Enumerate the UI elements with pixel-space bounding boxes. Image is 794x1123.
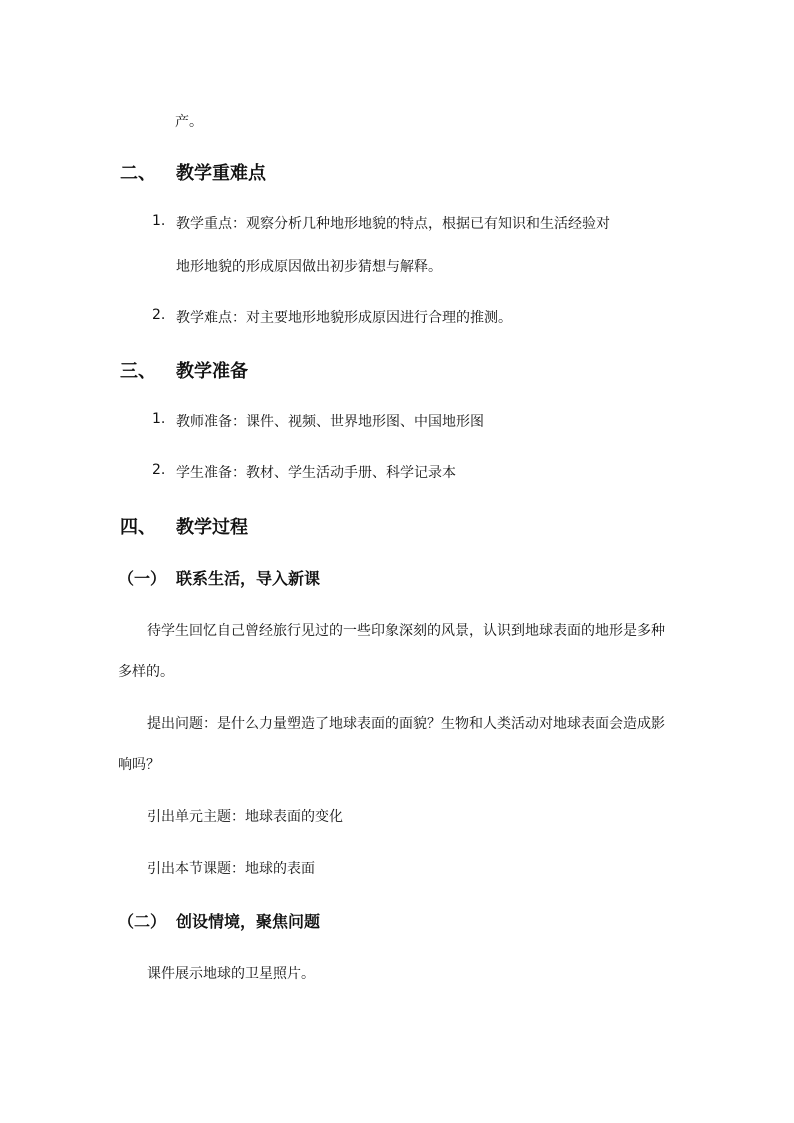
- section3-item1-number: 1.: [152, 411, 166, 427]
- section4-number: 四、: [120, 517, 156, 538]
- section3-title: 教学准备: [176, 361, 248, 382]
- section2-item2-line1: 教学难点：对主要地形地貌形成原因进行合理的推测。: [176, 310, 512, 326]
- paragraph-1-line1: 待学生回忆自己曾经旅行见过的一些印象深刻的风景，认识到地球表面的地形是多种: [147, 623, 665, 639]
- paragraph-2-line2: 响吗？: [118, 757, 160, 773]
- paragraph-2-line1: 提出问题：是什么力量塑造了地球表面的面貌？生物和人类活动对地球表面会造成影: [147, 716, 665, 732]
- section2-number: 二、: [120, 163, 156, 184]
- section3-item2-line1: 学生准备：教材、学生活动手册、科学记录本: [176, 465, 456, 481]
- continuation-text: 产。: [175, 114, 203, 130]
- section2-title: 教学重难点: [176, 163, 266, 184]
- section2-item1-number: 1.: [152, 213, 166, 229]
- subsection2-title: 创设情境，聚焦问题: [176, 912, 321, 931]
- subsection2-number: （二）: [118, 912, 167, 931]
- paragraph-3: 引出单元主题：地球表面的变化: [147, 809, 343, 825]
- section3-item2-number: 2.: [152, 462, 166, 478]
- section2-item1-line1: 教学重点：观察分析几种地形地貌的特点，根据已有知识和生活经验对: [176, 216, 610, 232]
- paragraph-1-line2: 多样的。: [118, 664, 174, 680]
- subsection1-number: （一）: [118, 569, 167, 588]
- paragraph-4: 引出本节课题：地球的表面: [147, 861, 315, 877]
- section3-number: 三、: [120, 361, 156, 382]
- section2-item1-line2: 地形地貌的形成原因做出初步猜想与解释。: [176, 259, 442, 275]
- section4-title: 教学过程: [176, 517, 248, 538]
- section3-item1-line1: 教师准备：课件、视频、世界地形图、中国地形图: [176, 414, 484, 430]
- subsection1-title: 联系生活，导入新课: [176, 569, 321, 588]
- paragraph-5: 课件展示地球的卫星照片。: [147, 966, 315, 982]
- section2-item2-number: 2.: [152, 307, 166, 323]
